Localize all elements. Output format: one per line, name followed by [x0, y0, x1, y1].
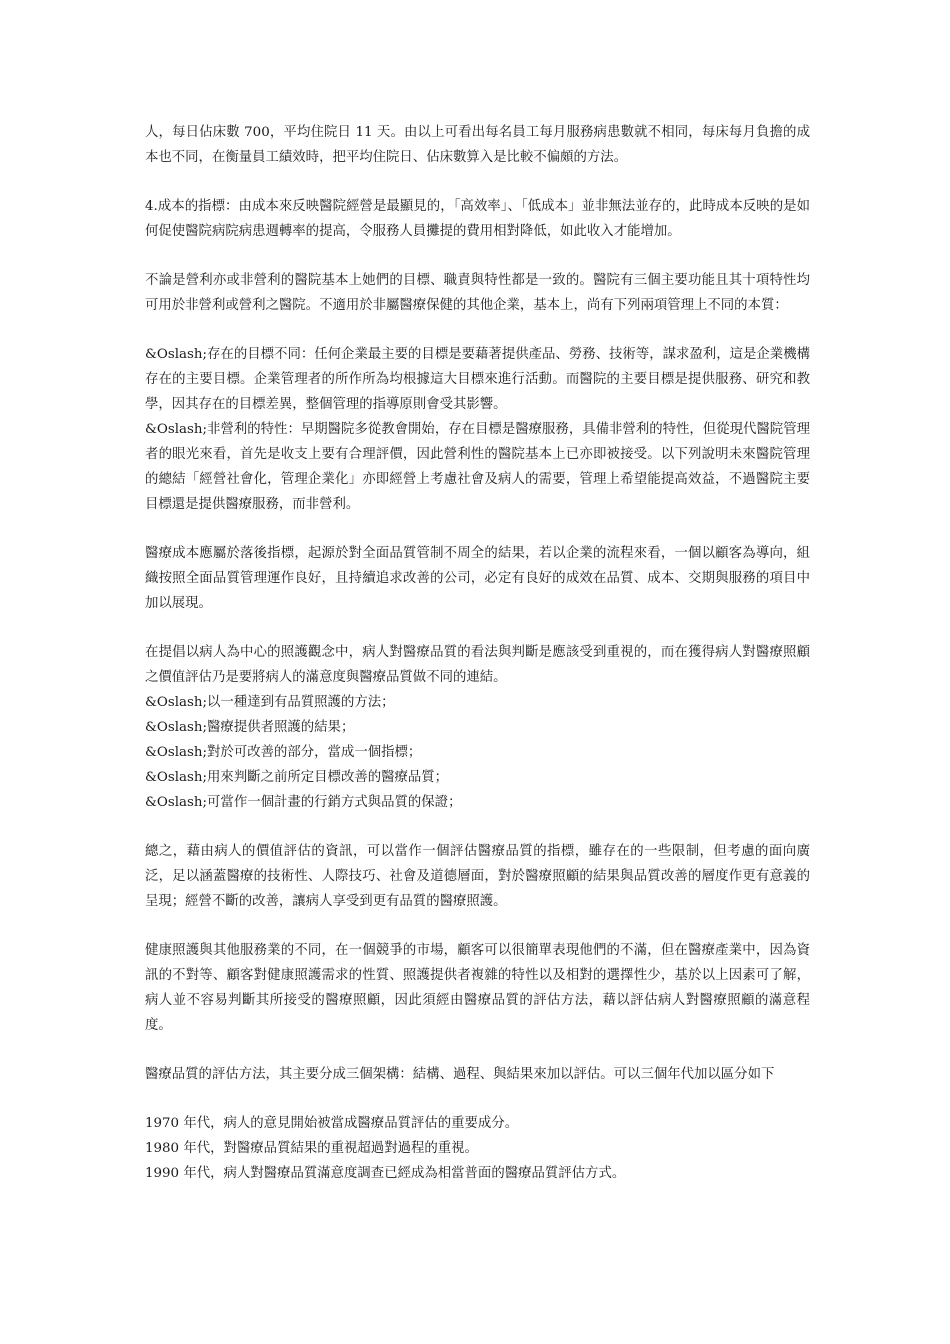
list-item: 1970 年代，病人的意見開始被當成醫療品質評估的重要成分。 — [145, 1116, 519, 1131]
paragraph-goal-difference: &Oslash;存在的目標不同：任何企業最主要的目標是要藉著提供產品、勞務、技術等，謀求盈利，這是企業機構存在的主要目標。企業管理者的所作所為均根據這大目標來進行活動。而醫院的主要目標是提供服務、研究和教學，因其存在的目標差異，整個管理的指導原則會受其影響。 — [145, 347, 810, 412]
paragraph-group-decades — [145, 1111, 810, 1186]
paragraph-summary: 總之，藉由病人的價值評估的資訊，可以當作一個評估醫療品質的指標，雖存在的一些限制，但考慮的面向廣泛，足以涵蓋醫療的技術性、人際技巧、社會及道德層面，對於醫療照顧的結果與品質改善的層度作更有意義的呈現；經營不斷的改善，讓病人享受到更有品質的醫療照護。 — [145, 844, 810, 909]
list-item: &Oslash;用來判斷之前所定目標改善的醫療品質； — [145, 770, 449, 785]
paragraph-healthcare-difference: 健康照護與其他服務業的不同，在一個競爭的市場，顧客可以很簡單表現他們的不滿，但在醫療產業中，因為資訊的不對等、顧客對健康照護需求的性質、照護提供者複雜的特性以及相對的選擇性少，基於以上因素可了解，病人並不容易判斷其所接受的醫療照顧，因此須經由醫療品質的評估方法，藉以評估病人對醫療照顧的滿意程度。 — [145, 943, 810, 1033]
paragraph-cost-indicator: 4.成本的指標：由成本來反映醫院經營是最顯見的，「高效率」、「低成本」並非無法並存的，此時成本反映的是如何促使醫院病院病患週轉率的提高，令服務人員攤提的費用相對降低，如此收入才能增加。 — [145, 199, 810, 239]
paragraph-hospital-nature: 不論是營利亦或非營利的醫院基本上她們的目標、職責與特性都是一致的。醫院有三個主要功能且其十項特性均可用於非營利或營利之醫院。不適用於非屬醫療保健的其他企業，基本上，尚有下列兩項管理上不同的本質： — [145, 273, 810, 313]
paragraph-occupancy: 人，每日佔床數 700，平均住院日 11 天。由以上可看出每名員工每月服務病患數就不相同，每床每月負擔的成本也不同，在衡量員工績效時，把平均住院日、佔床數算入是比較不偏頗的方法。 — [145, 125, 810, 165]
paragraph-group-differences — [145, 342, 810, 517]
list-item: &Oslash;可當作一個計畫的行銷方式與品質的保證； — [145, 795, 462, 810]
paragraph-lagging-indicator: 醫療成本應屬於落後指標，起源於對全面品質管制不周全的結果，若以企業的流程來看，一個以顧客為導向，組織按照全面品質管理運作良好，且持續追求改善的公司，必定有良好的成效在品質、成本、交期與服務的項目中加以展現。 — [145, 546, 810, 611]
list-item: &Oslash;醫療提供者照護的結果； — [145, 720, 355, 735]
list-item: 1990 年代，病人對醫療品質滿意度調查已經成為相當普面的醫療品質評估方式。 — [145, 1166, 626, 1181]
list-item: &Oslash;對於可改善的部分，當成一個指標； — [145, 745, 422, 760]
paragraph-patient-centered: 在提倡以病人為中心的照護觀念中，病人對醫療品質的看法與判斷是應該受到重視的，而在獲得病人對醫療照顧之價值評估乃是要將病人的滿意度與醫療品質做不同的連結。 — [145, 645, 810, 685]
document-page — [145, 120, 810, 1210]
paragraph-nonprofit-trait: &Oslash;非營利的特性：早期醫院多從教會開始，存在目標是醫療服務，具備非營利的特性，但從現代醫院管理者的眼光來看，首先是收支上要有合理評價，因此營利性的醫院基本上已亦即被接受。以下列說明未來醫院管理的總結「經營社會化，管理企業化」亦即經營上考慮社會及病人的需要，管理上希望能提高效益，不過醫院主要目標還是提供醫療服務，而非營利。 — [145, 422, 810, 512]
list-item: 1980 年代，對醫療品質結果的重視超過對過程的重視。 — [145, 1141, 478, 1156]
list-item: &Oslash;以一種達到有品質照護的方法； — [145, 695, 395, 710]
paragraph-group-patient-centered — [145, 640, 810, 815]
paragraph-evaluation-methods: 醫療品質的評估方法，其主要分成三個架構：結構、過程、與結果來加以評估。可以三個年代加以區分如下 — [145, 1067, 775, 1082]
